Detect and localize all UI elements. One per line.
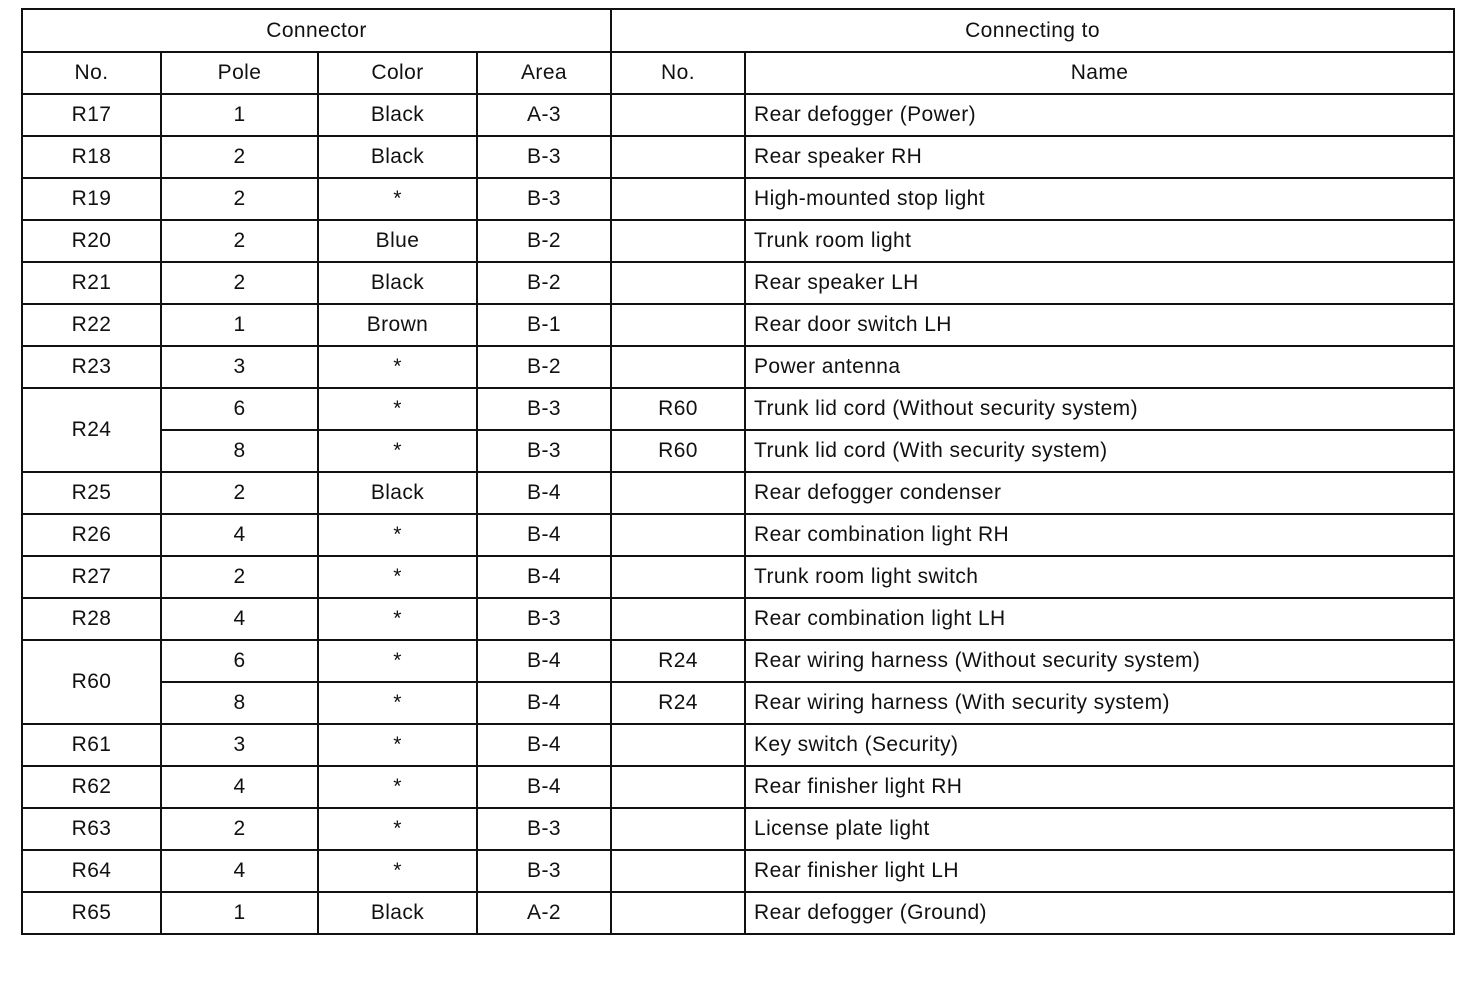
cell-color: Black: [318, 94, 477, 136]
cell-pole: 4: [161, 766, 318, 808]
cell-connector-no: R20: [22, 220, 161, 262]
table-row: [22, 682, 1454, 724]
cell-pole: 2: [161, 472, 318, 514]
cell-connecting-no: R24: [611, 640, 745, 682]
table-row: [22, 640, 1454, 682]
cell-area: B-4: [477, 514, 611, 556]
cell-color: *: [318, 766, 477, 808]
table-row: [22, 892, 1454, 934]
cell-pole: 3: [161, 724, 318, 766]
table-row: [22, 346, 1454, 388]
cell-connecting-no: [611, 472, 745, 514]
cell-name: Rear defogger condenser: [745, 472, 1454, 514]
cell-connecting-no: [611, 556, 745, 598]
cell-connector-no: R24: [22, 388, 161, 472]
table-row: [22, 262, 1454, 304]
cell-color: *: [318, 850, 477, 892]
cell-name: Rear wiring harness (Without security system): [745, 640, 1454, 682]
table-row: [22, 766, 1454, 808]
cell-area: B-3: [477, 136, 611, 178]
table-row: [22, 94, 1454, 136]
cell-connecting-no: [611, 178, 745, 220]
cell-name: Rear finisher light LH: [745, 850, 1454, 892]
cell-area: B-3: [477, 178, 611, 220]
cell-area: B-4: [477, 724, 611, 766]
cell-connector-no: R17: [22, 94, 161, 136]
cell-pole: 4: [161, 850, 318, 892]
cell-color: Black: [318, 892, 477, 934]
cell-connecting-no: [611, 724, 745, 766]
table-row: [22, 304, 1454, 346]
cell-color: Blue: [318, 220, 477, 262]
cell-pole: 6: [161, 640, 318, 682]
cell-name: Rear speaker RH: [745, 136, 1454, 178]
cell-connector-no: R21: [22, 262, 161, 304]
cell-connecting-no: [611, 346, 745, 388]
cell-pole: 8: [161, 430, 318, 472]
cell-area: B-4: [477, 766, 611, 808]
cell-pole: 8: [161, 682, 318, 724]
header-area: Area: [477, 52, 611, 94]
cell-color: *: [318, 556, 477, 598]
cell-name: Power antenna: [745, 346, 1454, 388]
cell-connector-no: R26: [22, 514, 161, 556]
cell-name: Rear door switch LH: [745, 304, 1454, 346]
cell-name: Trunk room light switch: [745, 556, 1454, 598]
table-row: [22, 556, 1454, 598]
cell-color: *: [318, 724, 477, 766]
cell-connecting-no: [611, 766, 745, 808]
header-color: Color: [318, 52, 477, 94]
cell-pole: 2: [161, 262, 318, 304]
cell-connector-no: R27: [22, 556, 161, 598]
cell-connecting-no: [611, 808, 745, 850]
cell-connector-no: R65: [22, 892, 161, 934]
header-connector: Connector: [22, 9, 611, 52]
header-connecting-to: Connecting to: [611, 9, 1454, 52]
cell-name: Rear combination light RH: [745, 514, 1454, 556]
cell-color: *: [318, 388, 477, 430]
cell-connecting-no: R60: [611, 388, 745, 430]
cell-name: Key switch (Security): [745, 724, 1454, 766]
header-column-row: [22, 52, 1454, 94]
cell-name: Trunk room light: [745, 220, 1454, 262]
cell-area: B-4: [477, 472, 611, 514]
cell-pole: 1: [161, 94, 318, 136]
cell-name: Rear finisher light RH: [745, 766, 1454, 808]
cell-connecting-no: [611, 514, 745, 556]
cell-name: Trunk lid cord (With security system): [745, 430, 1454, 472]
cell-color: *: [318, 598, 477, 640]
table-row: [22, 724, 1454, 766]
cell-name: License plate light: [745, 808, 1454, 850]
cell-color: *: [318, 682, 477, 724]
cell-connecting-no: [611, 892, 745, 934]
cell-connecting-no: [611, 262, 745, 304]
cell-pole: 1: [161, 892, 318, 934]
connector-table: [21, 8, 1455, 935]
cell-area: B-3: [477, 850, 611, 892]
cell-pole: 2: [161, 178, 318, 220]
cell-connector-no: R25: [22, 472, 161, 514]
cell-connecting-no: [611, 94, 745, 136]
table-row: [22, 808, 1454, 850]
cell-pole: 4: [161, 598, 318, 640]
cell-name: Rear speaker LH: [745, 262, 1454, 304]
cell-area: B-2: [477, 262, 611, 304]
cell-area: B-3: [477, 598, 611, 640]
header-no: No.: [22, 52, 161, 94]
cell-connector-no: R64: [22, 850, 161, 892]
cell-area: B-4: [477, 640, 611, 682]
cell-area: A-3: [477, 94, 611, 136]
cell-connector-no: R63: [22, 808, 161, 850]
cell-pole: 2: [161, 136, 318, 178]
cell-name: Trunk lid cord (Without security system): [745, 388, 1454, 430]
cell-connecting-no: R24: [611, 682, 745, 724]
table-row: [22, 472, 1454, 514]
cell-area: B-4: [477, 682, 611, 724]
cell-area: B-2: [477, 346, 611, 388]
cell-color: *: [318, 514, 477, 556]
table-row: [22, 598, 1454, 640]
cell-connector-no: R62: [22, 766, 161, 808]
cell-area: B-3: [477, 808, 611, 850]
cell-area: B-3: [477, 388, 611, 430]
cell-name: Rear combination light LH: [745, 598, 1454, 640]
table-row: [22, 178, 1454, 220]
connector-rows: [22, 94, 1454, 934]
cell-area: B-1: [477, 304, 611, 346]
cell-connecting-no: [611, 850, 745, 892]
header-name: Name: [745, 52, 1454, 94]
table-row: [22, 430, 1454, 472]
cell-connecting-no: R60: [611, 430, 745, 472]
cell-color: Black: [318, 472, 477, 514]
table-row: [22, 220, 1454, 262]
cell-connector-no: R22: [22, 304, 161, 346]
table-row: [22, 136, 1454, 178]
cell-color: *: [318, 178, 477, 220]
cell-name: Rear defogger (Power): [745, 94, 1454, 136]
cell-name: Rear wiring harness (With security system): [745, 682, 1454, 724]
cell-connector-no: R23: [22, 346, 161, 388]
cell-connecting-no: [611, 598, 745, 640]
cell-pole: 4: [161, 514, 318, 556]
cell-connector-no: R28: [22, 598, 161, 640]
cell-pole: 2: [161, 808, 318, 850]
cell-color: Black: [318, 136, 477, 178]
cell-pole: 6: [161, 388, 318, 430]
cell-color: Black: [318, 262, 477, 304]
cell-name: High-mounted stop light: [745, 178, 1454, 220]
cell-area: B-3: [477, 430, 611, 472]
cell-connecting-no: [611, 136, 745, 178]
cell-connector-no: R18: [22, 136, 161, 178]
cell-color: Brown: [318, 304, 477, 346]
cell-color: *: [318, 346, 477, 388]
cell-area: A-2: [477, 892, 611, 934]
cell-color: *: [318, 808, 477, 850]
cell-color: *: [318, 430, 477, 472]
cell-color: *: [318, 640, 477, 682]
cell-pole: 2: [161, 220, 318, 262]
cell-name: Rear defogger (Ground): [745, 892, 1454, 934]
table-row: [22, 850, 1454, 892]
cell-pole: 3: [161, 346, 318, 388]
cell-pole: 2: [161, 556, 318, 598]
header-group-row: [22, 9, 1454, 52]
cell-area: B-2: [477, 220, 611, 262]
header-pole: Pole: [161, 52, 318, 94]
table-row: [22, 514, 1454, 556]
cell-connector-no: R61: [22, 724, 161, 766]
table-row: [22, 388, 1454, 430]
cell-connector-no: R60: [22, 640, 161, 724]
connector-list-sheet: [21, 8, 1453, 988]
cell-connecting-no: [611, 304, 745, 346]
cell-area: B-4: [477, 556, 611, 598]
cell-connecting-no: [611, 220, 745, 262]
cell-connector-no: R19: [22, 178, 161, 220]
header-connecting-no: No.: [611, 52, 745, 94]
cell-pole: 1: [161, 304, 318, 346]
